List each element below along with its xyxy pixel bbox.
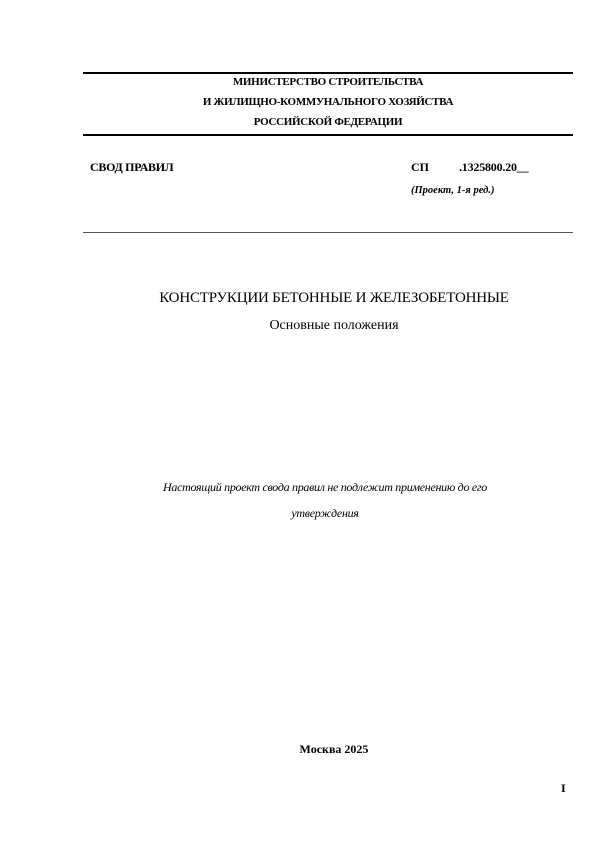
document-title: КОНСТРУКЦИИ БЕТОННЫЕ И ЖЕЛЕЗОБЕТОННЫЕ	[159, 290, 509, 306]
city-year: Москва 2025	[299, 742, 369, 756]
designation-rule	[83, 232, 573, 233]
draft-notice-line-2: утверждения	[291, 506, 359, 520]
draft-notice-line-1: Настоящий проект свода правил не подлежит применению до его	[163, 480, 487, 494]
draft-notice	[100, 474, 550, 526]
ministry-line-1: МИНИСТЕРСТВО СТРОИТЕЛЬСТВА	[232, 76, 424, 88]
ministry-block	[83, 72, 573, 132]
page-number: I	[561, 781, 566, 795]
sp-prefix: СП	[411, 160, 429, 174]
ministry-line-2: И ЖИЛИЩНО-КОММУНАЛЬНОГО ХОЗЯЙСТВА	[202, 96, 454, 108]
ministry-line-3: РОССИЙСКОЙ ФЕДЕРАЦИИ	[253, 116, 403, 128]
code-of-rules-label: СВОД ПРАВИЛ	[90, 160, 174, 174]
draft-note: (Проект, 1-я ред.)	[411, 185, 495, 196]
sp-number: .1325800.20__	[459, 160, 529, 174]
document-subtitle: Основные положения	[269, 318, 399, 333]
header-bottom-rule	[83, 134, 573, 136]
